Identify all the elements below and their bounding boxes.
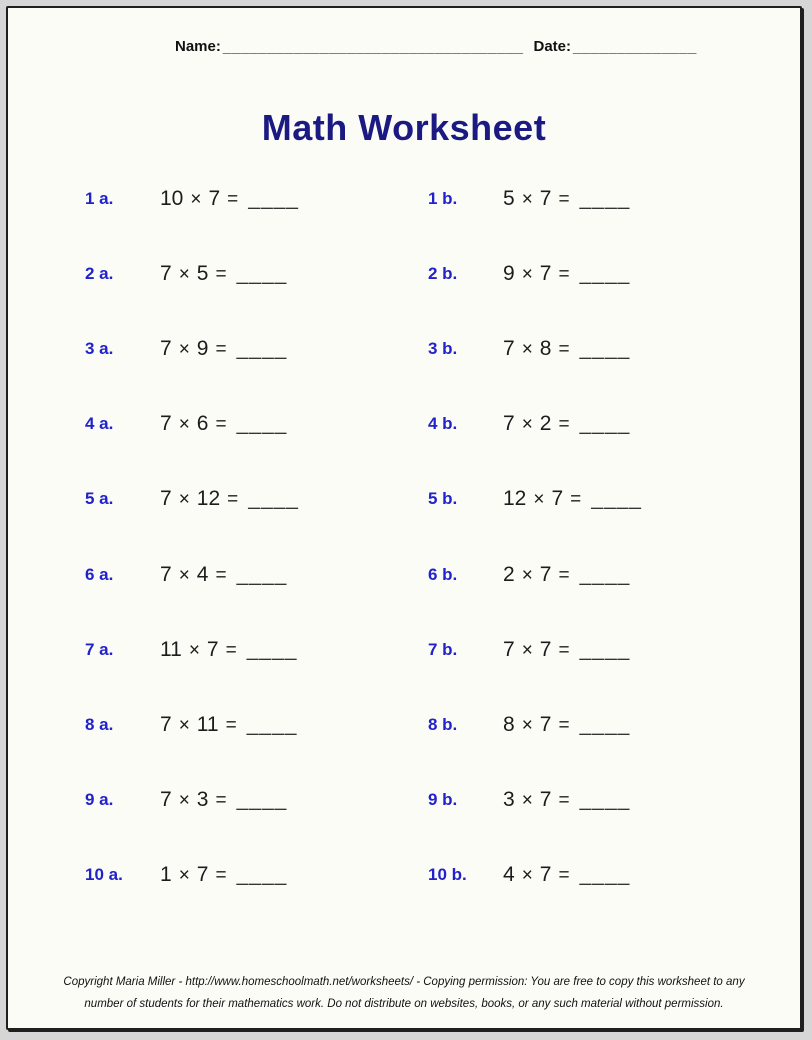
problem-label: 4 b.: [428, 414, 458, 434]
factor-1: 7: [160, 562, 172, 586]
answer-blank: ____: [236, 562, 288, 586]
times-sign: ×: [188, 639, 200, 661]
times-sign: ×: [190, 188, 202, 210]
problem-expression: [160, 262, 287, 286]
name-fill-line: __________________________________: [222, 38, 524, 55]
factor-2: 6: [196, 412, 209, 436]
problem-expression: [160, 863, 287, 887]
factor-2: 2: [539, 412, 552, 436]
equals-sign: =: [558, 263, 570, 285]
problem-label: 6 b.: [428, 564, 458, 584]
problem-expression: [160, 187, 299, 211]
problem-expression: [503, 788, 630, 812]
equals-sign: =: [558, 188, 570, 210]
name-label: Name:: [175, 38, 221, 55]
equals-sign: =: [570, 489, 582, 511]
problem-label: 10 a.: [85, 865, 123, 885]
factor-1: 4: [503, 863, 515, 887]
problem-cell-a: [85, 412, 428, 436]
problem-label: 10 b.: [428, 865, 467, 885]
times-sign: ×: [178, 790, 190, 812]
factor-1: 7: [160, 412, 172, 436]
factor-1: 9: [503, 261, 515, 285]
times-sign: ×: [178, 263, 190, 285]
problem-row: [85, 687, 800, 762]
answer-blank: ____: [246, 637, 298, 661]
factor-2: 3: [196, 788, 209, 812]
problem-label: 8 b.: [428, 714, 458, 734]
answer-blank: ____: [579, 788, 631, 812]
factor-2: 9: [196, 336, 209, 360]
problems-grid: [8, 161, 800, 913]
times-sign: ×: [521, 790, 533, 812]
problem-expression: [160, 412, 287, 436]
problem-cell-b: [428, 187, 800, 211]
factor-1: 7: [160, 788, 172, 812]
answer-blank: ____: [236, 788, 288, 812]
factor-2: 5: [196, 261, 209, 285]
problem-label: 8 a.: [85, 714, 114, 734]
times-sign: ×: [521, 338, 533, 360]
problem-label: 2 b.: [428, 263, 458, 283]
problem-cell-b: [428, 487, 800, 511]
worksheet-page: [6, 6, 802, 1030]
problem-label: 3 a.: [85, 338, 114, 358]
factor-2: 4: [196, 562, 209, 586]
factor-2: 7: [539, 788, 552, 812]
factor-2: 7: [539, 186, 552, 210]
problem-row: [85, 311, 800, 386]
problem-cell-b: [428, 713, 800, 737]
times-sign: ×: [521, 564, 533, 586]
factor-2: 12: [196, 487, 221, 511]
factor-2: 7: [539, 637, 552, 661]
factor-1: 11: [160, 637, 182, 661]
answer-blank: ____: [579, 261, 631, 285]
date-label: Date:: [533, 38, 572, 55]
date-fill-line: ______________: [573, 38, 697, 55]
problem-row: [85, 838, 800, 913]
factor-2: 7: [208, 186, 221, 210]
problem-expression: [160, 638, 297, 662]
answer-blank: ____: [236, 261, 288, 285]
problem-label: 1 a.: [85, 188, 114, 208]
problem-expression: [160, 713, 297, 737]
problem-expression: [503, 863, 630, 887]
problem-cell-a: [85, 638, 428, 662]
times-sign: ×: [178, 865, 190, 887]
answer-blank: ____: [248, 487, 299, 511]
problem-label: 1 b.: [428, 188, 458, 208]
problem-cell-a: [85, 863, 428, 887]
problem-expression: [160, 337, 287, 361]
times-sign: ×: [178, 489, 190, 511]
answer-blank: ____: [236, 863, 288, 887]
equals-sign: =: [215, 338, 227, 360]
copyright-footer: [8, 972, 800, 1016]
answer-blank: ____: [236, 412, 288, 436]
problem-label: 5 a.: [85, 489, 114, 509]
answer-blank: ____: [579, 637, 631, 661]
times-sign: ×: [178, 564, 190, 586]
problem-cell-a: [85, 713, 428, 737]
equals-sign: =: [215, 414, 227, 436]
factor-2: 7: [539, 863, 552, 887]
equals-sign: =: [558, 790, 570, 812]
problem-expression: [503, 187, 630, 211]
problem-cell-a: [85, 487, 428, 511]
factor-2: 11: [196, 712, 219, 736]
factor-1: 7: [160, 336, 172, 360]
problem-row: [85, 161, 800, 236]
problem-expression: [503, 262, 630, 286]
problem-label: 7 a.: [85, 639, 114, 659]
equals-sign: =: [227, 188, 239, 210]
problem-cell-b: [428, 863, 800, 887]
problem-label: 4 a.: [85, 414, 114, 434]
problem-row: [85, 236, 800, 311]
factor-1: 8: [503, 712, 515, 736]
times-sign: ×: [178, 414, 190, 436]
equals-sign: =: [225, 714, 237, 736]
equals-sign: =: [558, 639, 570, 661]
problem-label: 5 b.: [428, 489, 458, 509]
problem-cell-a: [85, 337, 428, 361]
problem-label: 6 a.: [85, 564, 114, 584]
factor-1: 1: [160, 863, 172, 887]
problem-cell-a: [85, 262, 428, 286]
answer-blank: ____: [579, 863, 631, 887]
factor-2: 7: [539, 712, 552, 736]
problem-cell-a: [85, 563, 428, 587]
times-sign: ×: [521, 263, 533, 285]
answer-blank: ____: [236, 336, 288, 360]
problem-label: 3 b.: [428, 338, 458, 358]
times-sign: ×: [178, 338, 190, 360]
factor-2: 7: [206, 637, 219, 661]
problem-cell-a: [85, 788, 428, 812]
problem-row: [85, 612, 800, 687]
answer-blank: ____: [579, 562, 631, 586]
factor-2: 7: [551, 487, 564, 511]
answer-blank: ____: [579, 186, 631, 210]
factor-2: 8: [539, 336, 552, 360]
problem-row: [85, 387, 800, 462]
problem-cell-b: [428, 337, 800, 361]
equals-sign: =: [558, 414, 570, 436]
problem-cell-b: [428, 563, 800, 587]
problem-expression: [160, 487, 299, 511]
times-sign: ×: [521, 639, 533, 661]
equals-sign: =: [227, 489, 239, 511]
problem-expression: [503, 563, 630, 587]
problem-label: 2 a.: [85, 263, 114, 283]
problem-row: [85, 462, 800, 537]
problem-cell-b: [428, 788, 800, 812]
problem-label: 7 b.: [428, 639, 458, 659]
times-sign: ×: [178, 714, 190, 736]
problem-row: [85, 537, 800, 612]
equals-sign: =: [558, 865, 570, 887]
problem-cell-b: [428, 412, 800, 436]
factor-1: 5: [503, 186, 515, 210]
problem-expression: [503, 412, 630, 436]
answer-blank: ____: [248, 186, 299, 210]
factor-2: 7: [539, 562, 552, 586]
equals-sign: =: [215, 790, 227, 812]
problem-expression: [503, 638, 630, 662]
factor-1: 7: [160, 712, 172, 736]
problem-expression: [503, 487, 642, 511]
factor-1: 7: [503, 336, 515, 360]
factor-1: 7: [503, 637, 515, 661]
copyright-line-1: Copyright Maria Miller - http://www.homeschoolmath.net/worksheets/ - Copying permission: You are free to copy this worksheet to any: [63, 976, 745, 989]
equals-sign: =: [558, 564, 570, 586]
factor-1: 3: [503, 788, 515, 812]
problem-label: 9 a.: [85, 790, 114, 810]
equals-sign: =: [215, 564, 227, 586]
factor-2: 7: [539, 261, 552, 285]
answer-blank: ____: [579, 412, 631, 436]
times-sign: ×: [521, 188, 533, 210]
problem-cell-b: [428, 262, 800, 286]
factor-1: 10: [160, 186, 184, 210]
equals-sign: =: [225, 639, 237, 661]
problem-row: [85, 763, 800, 838]
answer-blank: ____: [246, 712, 298, 736]
factor-2: 7: [196, 863, 209, 887]
factor-1: 7: [160, 261, 172, 285]
page-title: Math Worksheet: [261, 107, 547, 148]
factor-1: 7: [160, 487, 172, 511]
factor-1: 12: [503, 487, 527, 511]
times-sign: ×: [521, 714, 533, 736]
times-sign: ×: [533, 489, 545, 511]
factor-1: 7: [503, 412, 515, 436]
equals-sign: =: [558, 338, 570, 360]
equals-sign: =: [215, 865, 227, 887]
answer-blank: ____: [579, 712, 631, 736]
answer-blank: ____: [579, 336, 631, 360]
problem-expression: [503, 337, 630, 361]
problem-expression: [503, 713, 630, 737]
copyright-line-2: number of students for their mathematics work. Do not distribute on websites, books, or any such material without permission.: [84, 998, 724, 1011]
header-row: [8, 38, 800, 55]
problem-cell-b: [428, 638, 800, 662]
equals-sign: =: [215, 263, 227, 285]
problem-cell-a: [85, 187, 428, 211]
factor-1: 2: [503, 562, 515, 586]
times-sign: ×: [521, 865, 533, 887]
times-sign: ×: [521, 414, 533, 436]
equals-sign: =: [558, 714, 570, 736]
problem-label: 9 b.: [428, 790, 458, 810]
problem-expression: [160, 563, 287, 587]
problem-expression: [160, 788, 287, 812]
answer-blank: ____: [591, 487, 642, 511]
